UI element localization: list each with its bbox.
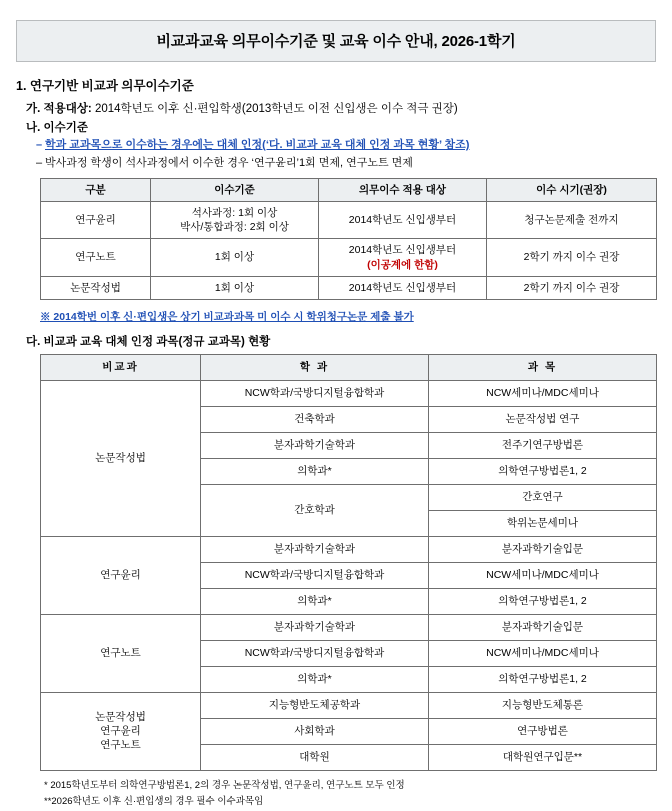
cell-standard [151,202,319,239]
cell-department: 대학원 [201,744,429,770]
cell-course: 학위논문세미나 [429,510,657,536]
item-b-bullet-1-text: 학과 교과목으로 이수하는 경우에는 대체 인정(‘다. 비교과 교육 대체 인정 과목 현황’ 참조) [45,139,470,151]
col-header-gubun: 구분 [41,178,151,201]
cell-category: 연구노트 [41,614,201,692]
table-row [41,239,657,276]
cell-course: 분자과학기술입문 [429,614,657,640]
category-line-1: 논문작성법 [95,711,146,724]
table-row [41,202,657,239]
target-line-1: 2014학년도 신입생부터 [348,244,457,257]
category-line-3: 연구노트 [100,739,141,752]
cell-department: 사회학과 [201,718,429,744]
footnotes [44,778,658,809]
cell-course: NCW세미나/MDC세미나 [429,380,657,406]
cell-department: NCW학과/국방디지털융합학과 [201,380,429,406]
item-a-label: 가. 적용대상: [26,103,92,115]
cell-course: 의학연구방법론1, 2 [429,458,657,484]
cell-course: NCW세미나/MDC세미나 [429,640,657,666]
footnote-1: * 2015학년도부터 의학연구방법론1, 2의 경우 논문작성법, 연구윤리, 연구노트 모두 인정 [44,779,405,791]
col-header-standard: 이수기준 [151,178,319,201]
document-title-bar [16,20,656,62]
cell-course: 간호연구 [429,484,657,510]
col-header-category: 비교과 [41,354,201,380]
cell-department: NCW학과/국방디지털융합학과 [201,640,429,666]
cell-course: 지능형반도체통론 [429,692,657,718]
section-substitute-courses [14,333,658,809]
table-header-row [41,354,657,380]
table-row [41,614,657,640]
standard-line-1: 석사과정: 1회 이상 [191,207,278,220]
cell-department: 분자과학기술학과 [201,432,429,458]
cell-course: 논문작성법 연구 [429,406,657,432]
dash-marker: – [36,156,43,169]
item-b-bullet-2 [36,156,658,172]
cell-department: 의학과* [201,458,429,484]
col-header-course: 과 목 [429,354,657,380]
dash-marker: – [36,139,43,151]
item-b-bullet-1 [36,138,658,154]
item-a-line [26,100,658,116]
warning-note: ※ 2014학번 이후 신·편입생은 상기 비교과과목 미 이수 시 학위청구논문 제출 불가 [40,310,414,323]
col-header-target: 의무이수 적용 대상 [319,178,487,201]
cell-department: NCW학과/국방디지털융합학과 [201,562,429,588]
category-line-2: 연구윤리 [100,725,141,738]
cell-department: 지능형반도체공학과 [201,692,429,718]
cell-category-multi [41,692,201,770]
item-b-bullet-2-text: 박사과정 학생이 석사과정에서 이수한 경우 ‘연구윤리’1회 면제, 연구노트 면제 [45,156,413,169]
table-row [41,276,657,299]
cell-timing: 2학기 까지 이수 권장 [487,239,657,276]
target-line-2: (이공계에 한함) [367,258,438,271]
table-row [41,380,657,406]
cell-target: 2014학년도 신입생부터 [319,202,487,239]
cell-target: 2014학년도 신입생부터 [319,276,487,299]
page-title: 비교과교육 의무이수기준 및 교육 이수 안내, 2026-1학기 [156,33,516,50]
cell-department: 건축학과 [201,406,429,432]
substitute-courses-table [40,354,657,771]
item-b-label: 나. 이수기준 [26,122,88,134]
cell-category: 연구윤리 [41,536,201,614]
cell-course: 대학원연구입문** [429,744,657,770]
table-row [41,692,657,718]
section-research-requirements [14,76,658,324]
cell-department: 간호학과 [201,484,429,536]
cell-course: NCW세미나/MDC세미나 [429,562,657,588]
cell-timing: 2학기 까지 이수 권장 [487,276,657,299]
footnote-2: **2026학년도 이후 신·편입생의 경우 필수 이수과목임 [44,796,264,808]
col-header-department: 학 과 [201,354,429,380]
cell-course: 연구방법론 [429,718,657,744]
cell-department: 분자과학기술학과 [201,614,429,640]
cell-course: 의학연구방법론1, 2 [429,588,657,614]
table-header-row [41,178,657,201]
cell-course: 분자과학기술입문 [429,536,657,562]
standard-line-2: 박사/통합과정: 2회 이상 [180,221,289,234]
cell-timing: 청구논문제출 전까지 [487,202,657,239]
cell-department: 의학과* [201,666,429,692]
cell-category: 논문작성법 [41,380,201,536]
cell-gubun: 논문작성법 [41,276,151,299]
cell-target [319,239,487,276]
cell-standard: 1회 이상 [151,276,319,299]
cell-gubun: 연구노트 [41,239,151,276]
cell-gubun: 연구윤리 [41,202,151,239]
cell-standard: 1회 이상 [151,239,319,276]
col-header-timing: 이수 시기(권장) [487,178,657,201]
requirements-table [40,178,657,300]
section1-heading: 1. 연구기반 비교과 의무이수기준 [16,79,194,93]
cell-department: 분자과학기술학과 [201,536,429,562]
table-row [41,536,657,562]
cell-department: 의학과* [201,588,429,614]
cell-course: 전주기연구방법론 [429,432,657,458]
section2-heading: 다. 비교과 교육 대체 인정 과목(정규 교과목) 현황 [26,335,271,348]
cell-course: 의학연구방법론1, 2 [429,666,657,692]
item-a-text: 2014학년도 이후 신·편입학생(2013학년도 이전 신입생은 이수 적극 권장) [94,103,458,115]
